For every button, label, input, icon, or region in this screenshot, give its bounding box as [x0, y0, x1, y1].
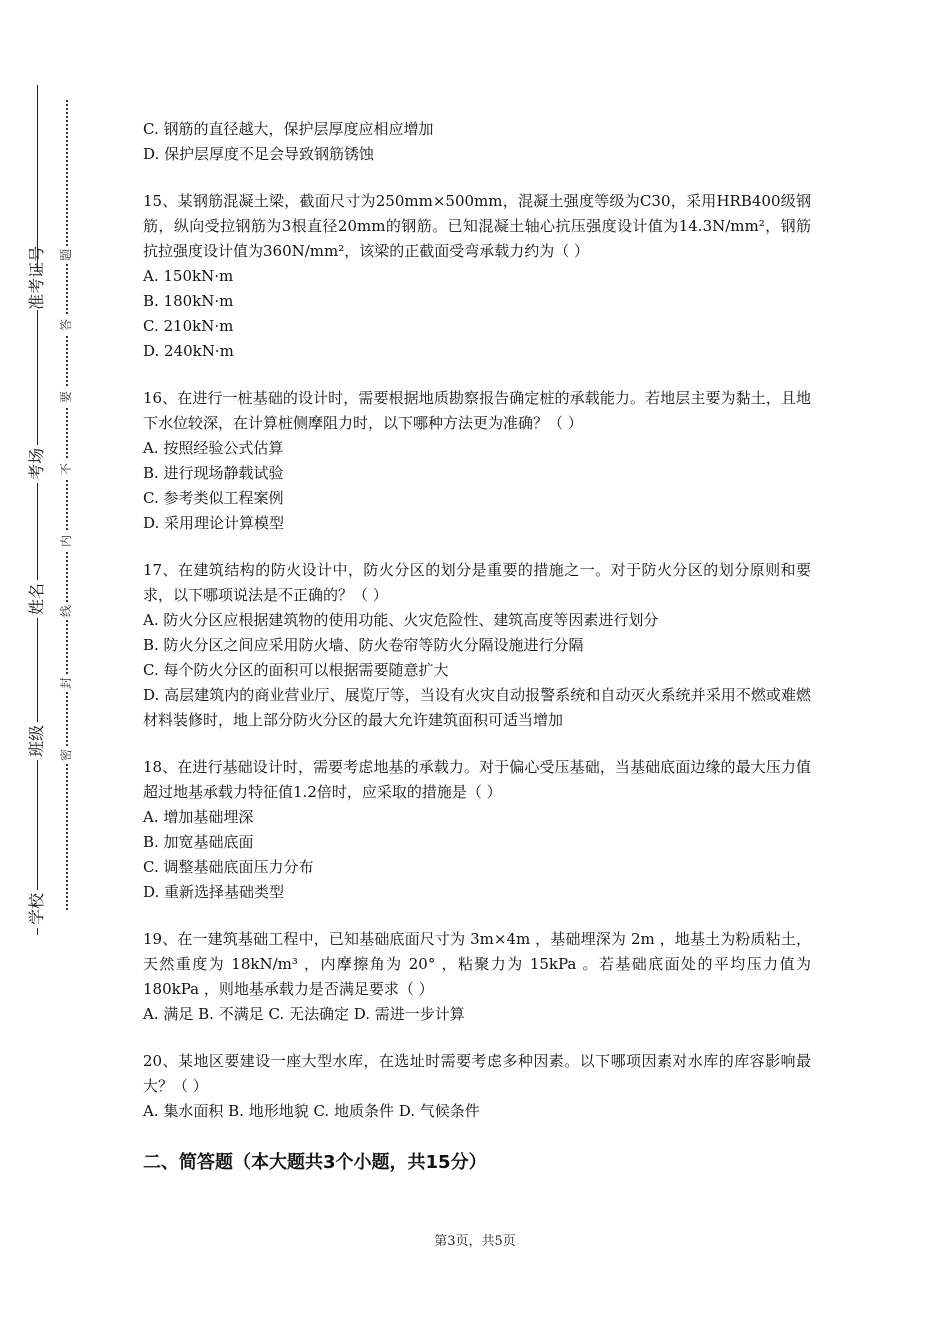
- option: A. 150kN·m: [143, 267, 234, 285]
- option: C. 调整基础底面压力分布: [143, 858, 314, 876]
- seal-char: 要: [59, 388, 73, 406]
- option: C. 每个防火分区的面积可以根据需要随意扩大: [143, 661, 449, 679]
- seal-char: 内: [59, 532, 73, 550]
- question-stem: 15、某钢筋混凝土梁，截面尺寸为250mm×500mm，混凝土强度等级为C30，采用HRB400级钢筋，纵向受拉钢筋为3根直径20mm的钢筋。已知混凝土轴心抗压强度设计值为14.3N/mm²，钢筋抗拉强度设计值为360N/mm²，该梁的正截面受弯承载力约为（ ）: [143, 192, 811, 260]
- field-label-class: 班级: [28, 722, 46, 760]
- question-stem: 17、在建筑结构的防火设计中，防火分区的划分是重要的措施之一。对于防火分区的划分原则和要求，以下哪项说法是不正确的？（ ）: [143, 561, 811, 604]
- option: D. 重新选择基础类型: [143, 883, 285, 901]
- question-19: [143, 927, 811, 1027]
- question-16: [143, 386, 811, 536]
- question-stem: 19、在一建筑基础工程中，已知基础底面尺寸为 3m×4m ，基础埋深为 2m ，地基土为粉质粘土，天然重度为 18kN/m³ ，内摩擦角为 20° ，粘聚力为 15kPa 。若基础底面处的平均压力值为 180kPa ，则地基承载力是否满足要求（ ）: [143, 930, 811, 998]
- section-title: 二、简答题（本大题共3个小题，共15分）: [143, 1152, 487, 1173]
- option: C. 钢筋的直径越大，保护层厚度应相应增加: [143, 120, 434, 138]
- seal-char: 封: [59, 674, 73, 692]
- question-20: [143, 1049, 811, 1124]
- binding-margin: [0, 0, 90, 1344]
- question-18: [143, 755, 811, 905]
- option: C. 参考类似工程案例: [143, 489, 284, 507]
- seal-char: 题: [59, 246, 73, 264]
- option: D. 高层建筑内的商业营业厅、展览厅等，当设有火灾自动报警系统和自动灭火系统并采用不燃或难燃材料装修时，地上部分防火分区的最大允许建筑面积可适当增加: [143, 686, 811, 729]
- exam-content: [143, 117, 811, 1176]
- field-label-exam-room: 考场: [28, 445, 46, 483]
- seal-char: 线: [59, 602, 73, 620]
- field-label-exam-number: 准考证号: [27, 245, 46, 310]
- option: D. 240kN·m: [143, 342, 234, 360]
- option: A. 增加基础埋深: [143, 808, 254, 826]
- option: B. 进行现场静载试验: [143, 464, 284, 482]
- binding-solid-line: [37, 85, 38, 935]
- field-label-school: 学校: [28, 890, 46, 928]
- question-14-continued: [143, 117, 811, 167]
- option: C. 210kN·m: [143, 317, 234, 335]
- option-line: A. 满足 B. 不满足 C. 无法确定 D. 需进一步计算: [143, 1005, 465, 1023]
- option: B. 加宽基础底面: [143, 833, 254, 851]
- question-15: [143, 189, 811, 364]
- option: A. 防火分区应根据建筑物的使用功能、火灾危险性、建筑高度等因素进行划分: [143, 611, 659, 629]
- option: D. 采用理论计算模型: [143, 514, 285, 532]
- question-17: [143, 558, 811, 733]
- question-stem: 18、在进行基础设计时，需要考虑地基的承载力。对于偏心受压基础，当基础底面边缘的最大压力值超过地基承载力特征值1.2倍时，应采取的措施是（ ）: [143, 758, 811, 801]
- option: B. 180kN·m: [143, 292, 234, 310]
- seal-char: 不: [59, 460, 73, 478]
- seal-char: 密: [59, 746, 73, 764]
- option: D. 保护层厚度不足会导致钢筋锈蚀: [143, 145, 375, 163]
- question-stem: 16、在进行一桩基础的设计时，需要根据地质勘察报告确定桩的承载能力。若地层主要为黏土，且地下水位较深，在计算桩侧摩阻力时，以下哪种方法更为准确？（ ）: [143, 389, 811, 432]
- field-label-name: 姓名: [28, 580, 46, 618]
- page-footer: 第3页，共5页: [434, 1234, 516, 1249]
- option: B. 防火分区之间应采用防火墙、防火卷帘等防火分隔设施进行分隔: [143, 636, 584, 654]
- seal-char: 答: [59, 316, 73, 334]
- option: A. 按照经验公式估算: [143, 439, 284, 457]
- question-stem: 20、某地区要建设一座大型水库，在选址时需要考虑多种因素。以下哪项因素对水库的库容影响最大？（ ）: [143, 1052, 811, 1095]
- option-line: A. 集水面积 B. 地形地貌 C. 地质条件 D. 气候条件: [143, 1102, 480, 1120]
- binding-dotted-line: [66, 100, 68, 910]
